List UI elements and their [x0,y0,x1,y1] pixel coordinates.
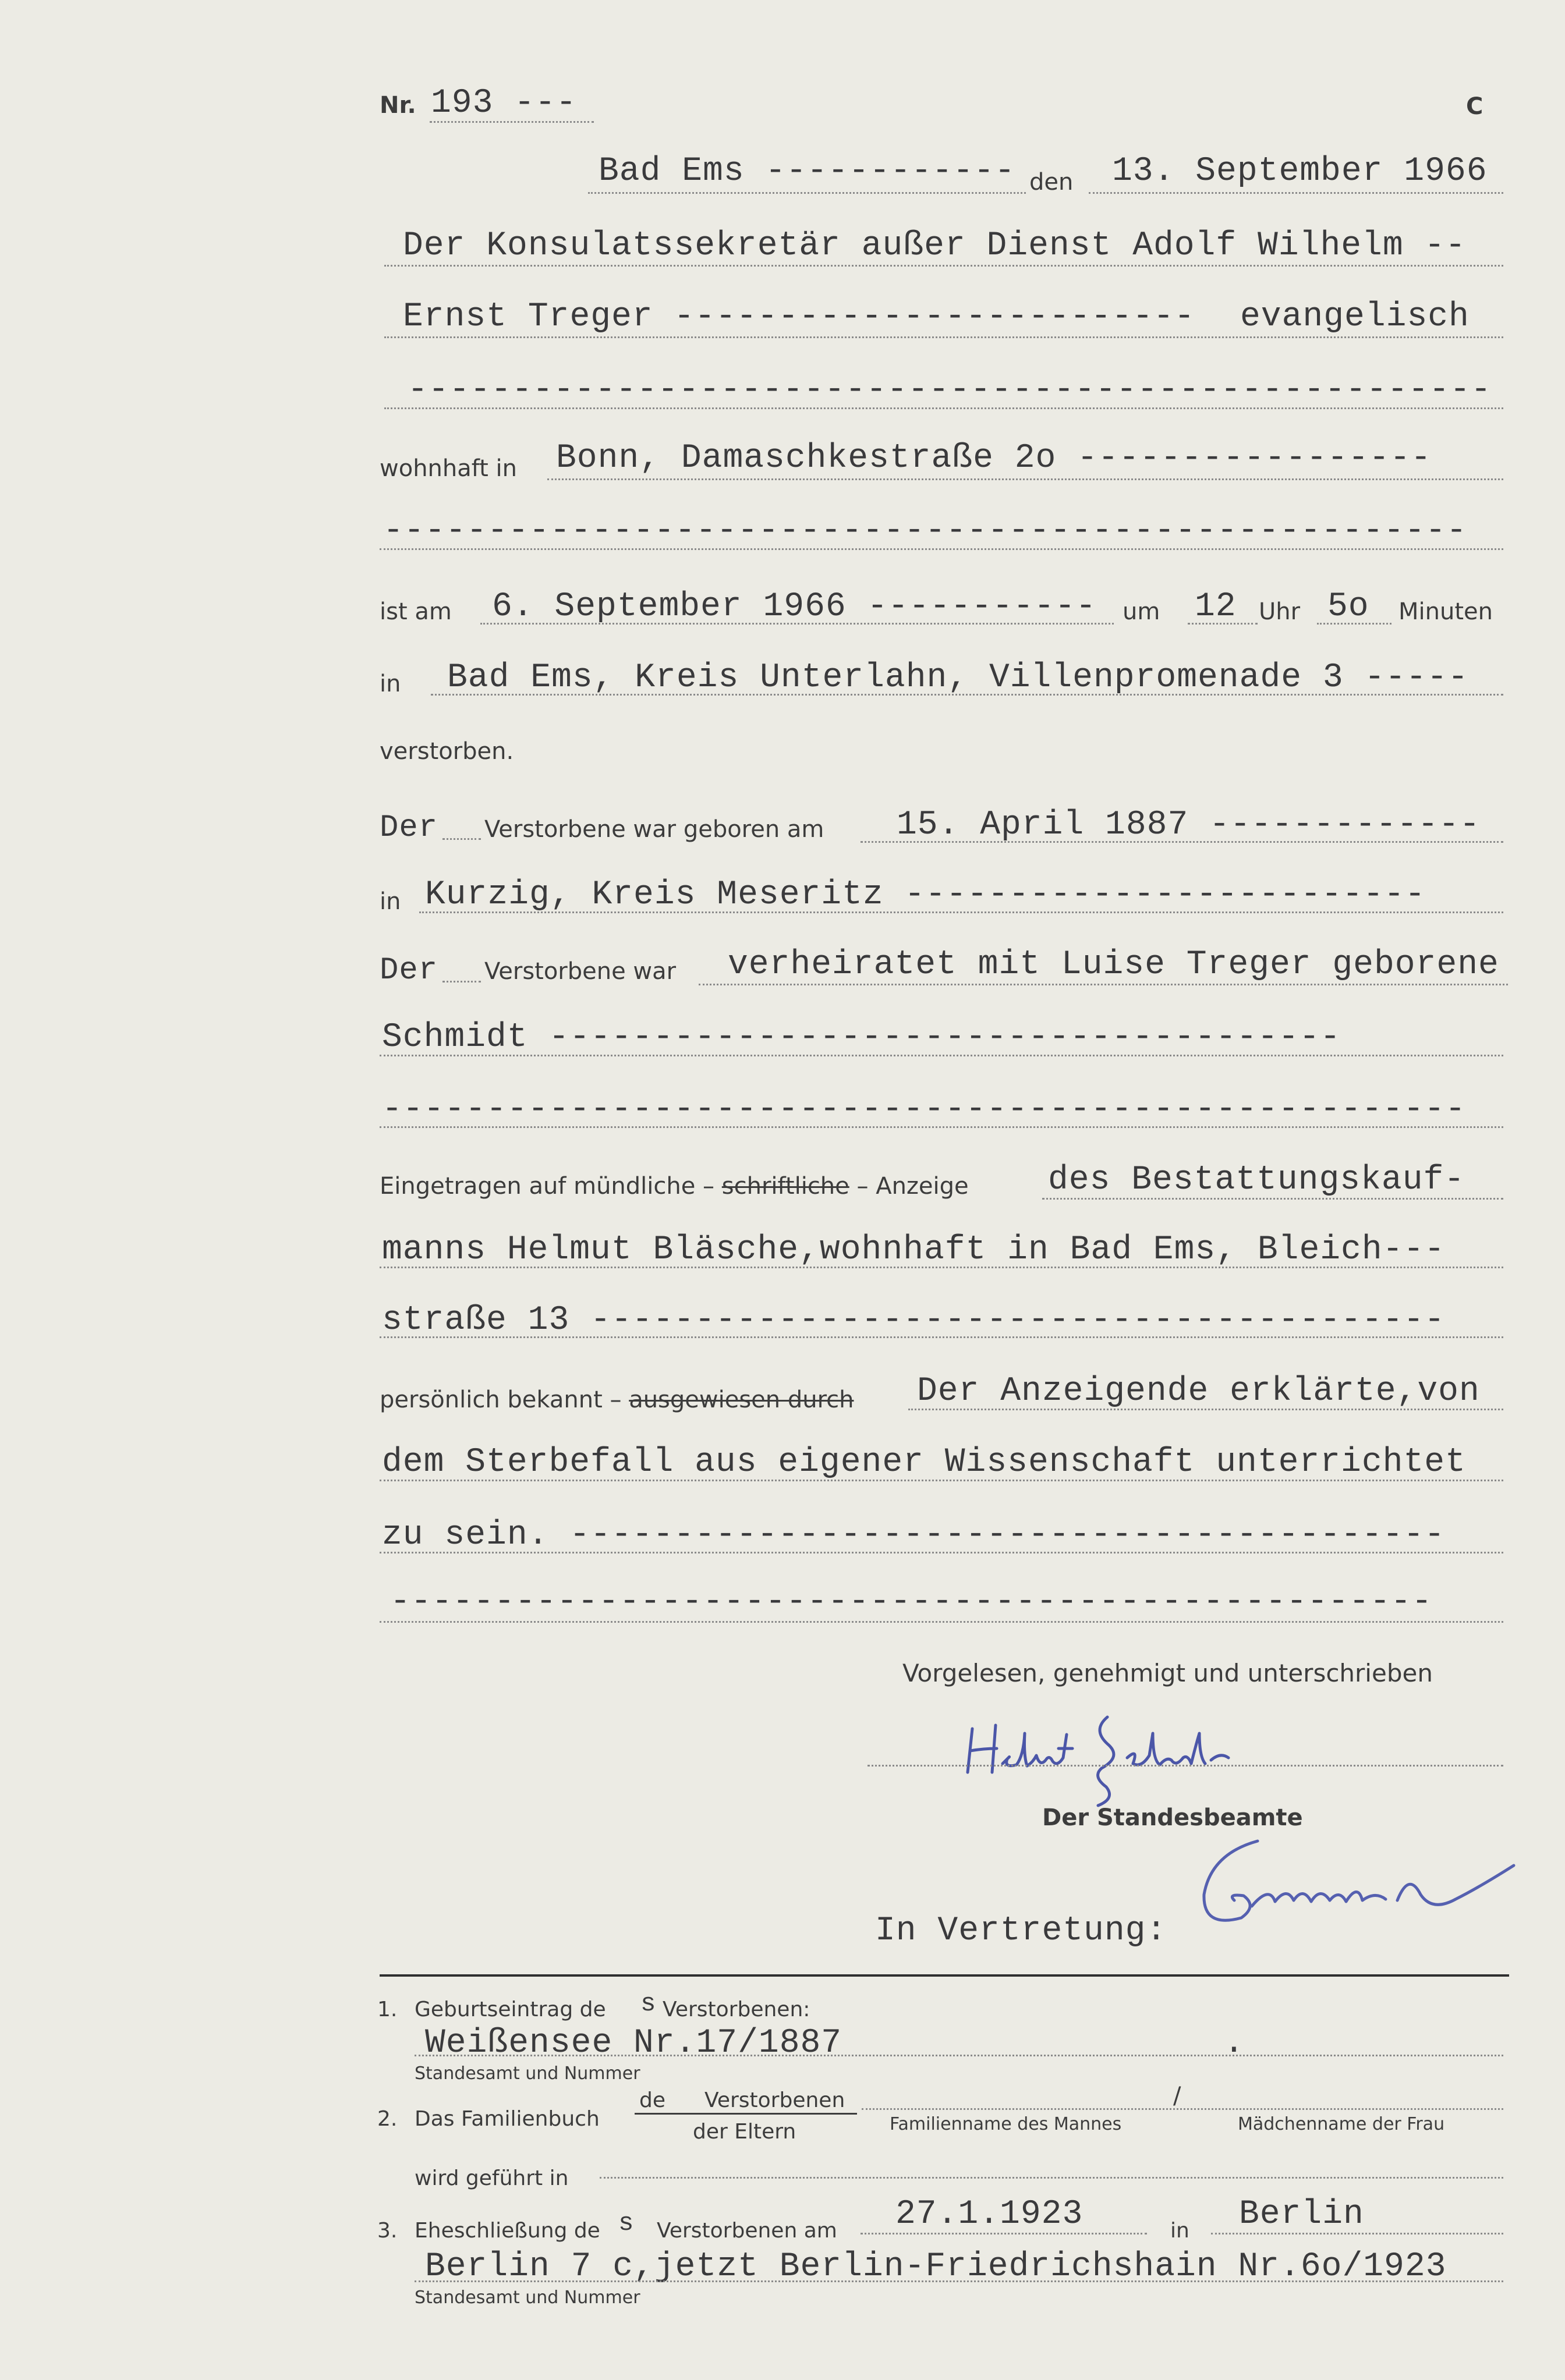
note-1-s: s [640,1989,657,2019]
marital-text-2: Schmidt -------------------------------------- [382,1019,1341,1056]
place-of-registration: Bad Ems ------------ [599,152,1016,190]
note-1-dot: . [1224,2024,1245,2062]
note-1-label: Geburtseintrag de [415,1998,606,2021]
underline [415,2055,1503,2056]
underline [1089,192,1503,194]
underline [384,407,1503,409]
note-1-value: Weißensee Nr.17/1887 [425,2024,842,2062]
underline [862,2108,1503,2110]
note-2-label: Das Familienbuch [415,2107,600,2131]
underline [380,1621,1503,1623]
known-label-struck: ausgewiesen durch [629,1386,854,1413]
residence-value: Bonn, Damaschkestraße 2o ----------------- [556,439,1432,477]
verstorben-label: verstorben. [380,738,514,765]
note-2-caption-husband: Familienname des Mannes [890,2114,1122,2134]
deceased-name: Ernst Treger ------------------------- [403,298,1195,336]
underline [419,911,1503,913]
underline [380,1055,1503,1056]
nr-label: Nr. [380,92,416,119]
note-3-s: s [618,2209,635,2238]
residence-label: wohnhaft in [380,455,517,482]
note-2-de: de [639,2088,665,2112]
underline [384,336,1503,338]
note-1-number: 1. [377,1998,398,2021]
birth-der-prefix: Der [380,810,438,846]
underline [1317,623,1391,625]
death-place: Bad Ems, Kreis Unterlahn, Villenpromenade 3 ----- [447,659,1469,697]
note-2-kept-label: wird geführt in [415,2166,569,2190]
marital-text-3: ---------------------------------------------------- [382,1091,1466,1129]
den-label: den [1029,169,1074,196]
death-date-label: ist am [380,598,452,625]
minuten-label: Minuten [1398,598,1493,625]
underline [380,1336,1503,1338]
underline [384,265,1503,267]
report-label-a: Eingetragen auf mündliche – [380,1173,715,1200]
report-text-1: des Bestattungskauf- [1048,1161,1465,1199]
residence-line-2: ---------------------------------------------------- [383,512,1467,550]
report-text-5: dem Sterbefall aus eigener Wissenschaft unterrichtet [382,1443,1466,1481]
marital-label: Verstorbene war [484,958,677,985]
um-label: um [1123,598,1160,625]
death-place-label: in [380,671,401,697]
underline [380,1552,1503,1553]
known-label [380,1386,854,1413]
note-1-caption: Standesamt und Nummer [415,2063,640,2084]
fraction-bar [635,2113,857,2115]
birth-date: 15. April 1887 ------------- [897,806,1481,844]
underline [600,2177,1503,2179]
underline [547,478,1503,480]
corner-letter: C [1466,93,1483,120]
underline [380,548,1503,550]
report-text-7: -------------------------------------------------- [390,1583,1433,1621]
underline [380,1480,1503,1481]
note-1-label-2: Verstorbenen: [663,1998,810,2021]
marital-der-prefix: Der [380,953,438,988]
registrar-label: Der Standesbeamte [1042,1804,1303,1831]
underline [442,838,481,840]
underline [588,192,1026,194]
report-label-b: – Anzeige [856,1173,969,1200]
report-label [380,1173,969,1200]
registrar-signature [955,1700,1362,1810]
note-2-option-2: der Eltern [693,2120,796,2144]
underline [380,1126,1503,1128]
note-3-value: Berlin 7 c,jetzt Berlin-Friedrichshain Nr.6o/1923 [425,2248,1447,2286]
deceased-line-3: ---------------------------------------------------- [408,371,1492,409]
note-3-date: 27.1.1923 [895,2195,1084,2233]
marital-text-1: verheiratet mit Luise Treger geborene [728,946,1499,984]
underline [480,623,1114,625]
note-2-number: 2. [377,2107,398,2131]
report-text-3: straße 13 ----------------------------------------- [382,1301,1446,1339]
note-3-in: in [1170,2219,1189,2243]
underline [1211,2233,1503,2234]
deceased-line-1: Der Konsulatssekretär außer Dienst Adolf Wilhelm -- [403,227,1467,265]
underline [868,1765,1503,1767]
underline [1042,1198,1503,1200]
report-text-6: zu sein. ------------------------------------------ [382,1516,1446,1554]
section-divider [380,1974,1509,1977]
report-text-4: Der Anzeigende erklärte,von [917,1372,1480,1410]
read-approved-label: Vorgelesen, genehmigt und unterschrieben [902,1659,1433,1687]
uhr-label: Uhr [1259,598,1301,625]
underline [380,1267,1503,1268]
note-3-label: Eheschließung de [415,2219,600,2243]
underline [431,694,1503,696]
death-date: 6. September 1966 ----------- [492,588,1097,626]
underline [861,2233,1147,2234]
underline [442,981,481,982]
note-3-label-2: Verstorbenen am [657,2219,837,2243]
deputy-signature [1188,1831,1549,1941]
note-3-number: 3. [377,2219,398,2243]
note-2-slash: / [1173,2083,1181,2109]
birth-place: Kurzig, Kreis Meseritz ------------------------- [425,876,1426,914]
deputy-label: In Vertretung: [875,1912,1167,1950]
nr-underline [430,121,594,123]
known-label-a: persönlich bekannt – [380,1386,622,1413]
nr-value: 193 --- [431,84,577,122]
death-minutes: 5o [1327,588,1369,626]
underline [908,1409,1503,1410]
note-3-caption: Standesamt und Nummer [415,2287,640,2308]
report-label-struck: schriftliche [721,1173,849,1200]
birth-place-label: in [380,888,401,915]
underline [699,984,1508,985]
note-2-caption-wife: Mädchenname der Frau [1238,2114,1445,2134]
note-2-option-1: Verstorbenen [704,2088,845,2112]
birth-label: Verstorbene war geboren am [484,816,824,843]
underline [415,2280,1503,2282]
underline [1188,623,1258,625]
deceased-religion: evangelisch [1240,298,1470,336]
note-3-place: Berlin [1239,2195,1364,2233]
underline [861,841,1503,843]
registration-date: 13. September 1966 [1112,152,1488,190]
death-hour: 12 [1195,588,1237,626]
report-text-2: manns Helmut Bläsche,wohnhaft in Bad Ems, Bleich--- [382,1231,1446,1269]
